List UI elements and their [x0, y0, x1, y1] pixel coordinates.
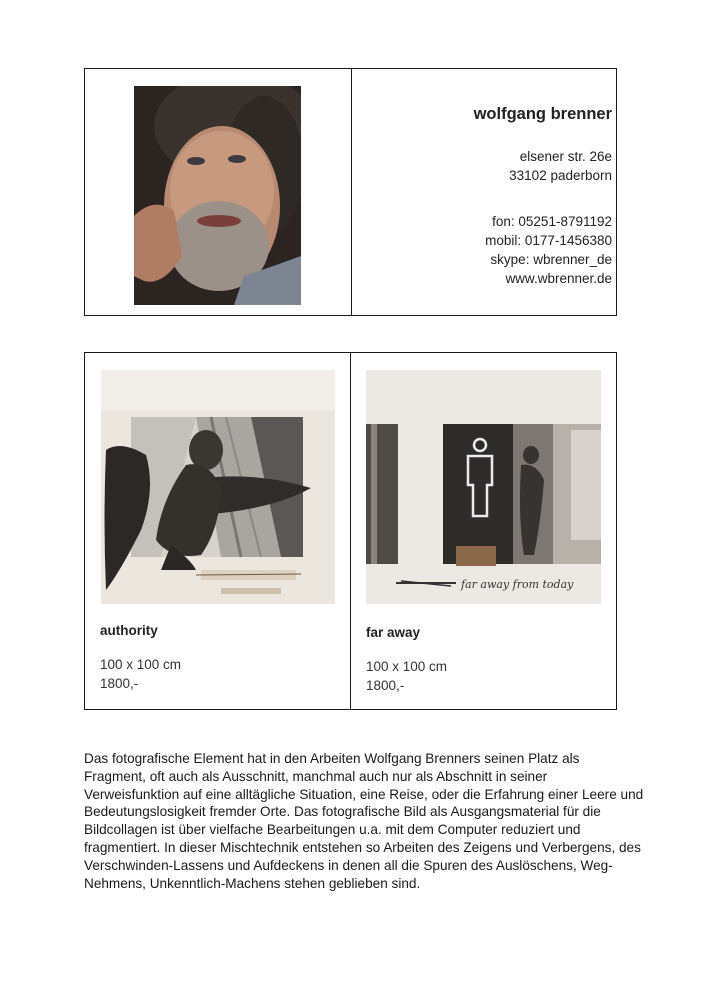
skype-id: skype: wbrenner_de: [490, 252, 612, 267]
artwork-image-far-away: [366, 370, 601, 604]
address-city: 33102 paderborn: [509, 168, 612, 183]
artwork-image-authority: [101, 370, 335, 604]
artist-portrait-photo: [134, 86, 301, 305]
portrait-cell: [85, 69, 352, 315]
artwork-title: authority: [100, 623, 158, 638]
artwork-size: 100 x 100 cm: [366, 659, 448, 674]
artwork-meta: [366, 657, 447, 695]
contact-details: [485, 212, 612, 288]
artwork-size: 100 x 100 cm: [100, 657, 182, 672]
contact-cell: [352, 69, 616, 315]
artwork-price: 1800,-: [100, 676, 139, 691]
artwork-price: 1800,-: [366, 678, 405, 693]
phone-number: fon: 05251-8791192: [492, 214, 612, 229]
artwork-cell-authority: [85, 353, 351, 709]
artist-name: wolfgang brenner: [473, 105, 612, 123]
artwork-table: [84, 352, 617, 710]
mobile-number: mobil: 0177-1456380: [485, 233, 612, 248]
artwork-handwriting: far away from today: [461, 578, 574, 591]
artwork-cell-far-away: [351, 353, 616, 709]
artwork-meta: [100, 655, 181, 693]
artist-statement: Das fotografische Element hat in den Arbeiten Wolfgang Brenners seinen Platz als Fragment, oft auch als Ausschnitt, manchmal auch nur als Abschnitt in seiner Verweisfunktion auf eine alltägliche Situation, eine Reise, oder die Erfahrung einer Leere und Bedeutungslosigkeit fremder Orte. Das fotografische Bild als Ausgangsmaterial für die Bildcollagen ist über vielfache Bearbeitungen u.a. mit dem Computer reduziert und fragmentiert. In dieser Mischtechnik entstehen so Arbeiten des Zeigens und Verbergens, des Verschwinden-Lassens und Aufdeckens in denen all die Spuren des Auslöschens, Weg-Nehmens, Unkenntlich-Machens stehen geblieben sind.: [84, 751, 644, 891]
artwork-title: far away: [366, 625, 421, 640]
address-street: elsener str. 26e: [519, 149, 612, 164]
contact-card: [84, 68, 617, 316]
address-block: [509, 147, 612, 185]
website-link[interactable]: www.wbrenner.de: [505, 271, 612, 286]
